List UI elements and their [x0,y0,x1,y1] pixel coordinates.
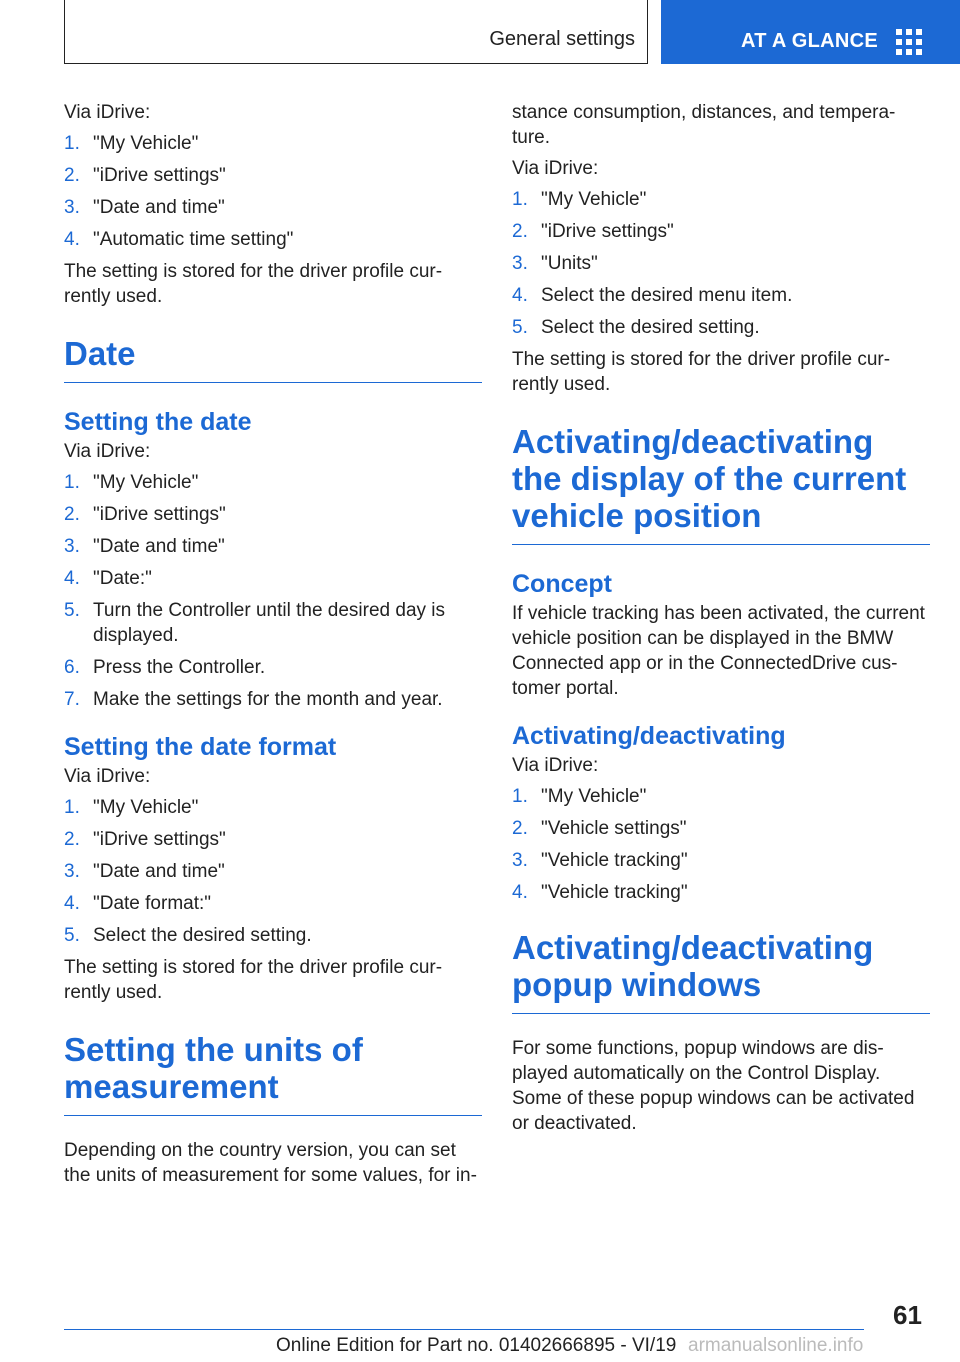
left-column [64,100,482,1188]
step-item [64,470,482,495]
via-idrive-label: Via iDrive: [64,766,151,787]
profile-note: The setting is stored for the driver profile cur‐ rently used. [64,957,443,1003]
step-number: 4. [64,229,80,250]
step-item [512,848,930,873]
step-item [512,880,930,905]
step-number: 3. [64,861,80,882]
via-idrive-label: Via iDrive: [512,158,599,179]
popup-text: For some functions, popup windows are dis‐ played automatically on the Control Display. Some of these popup windows can be activated or deactivated. [512,1038,915,1134]
step-number: 3. [64,536,80,557]
step-text: "My Vehicle" [93,797,199,818]
step-item [64,891,482,916]
section-title: General settings [489,28,635,50]
profile-note: The setting is stored for the driver profile cur‐ rently used. [512,349,891,395]
step-number: 5. [512,317,528,338]
section-heading-vehicle-position: Activating/deactivating the display of the current vehicle position [512,423,930,545]
subheading-activating: Activating/deactivating [512,722,786,750]
step-item [64,655,482,680]
step-text: "My Vehicle" [541,189,647,210]
step-text: "iDrive settings" [541,221,674,242]
step-number: 6. [64,657,80,678]
step-item [64,227,482,252]
step-number: 1. [64,133,80,154]
step-text: "Date and time" [93,536,225,557]
step-item [512,315,930,340]
step-text: "My Vehicle" [93,472,199,493]
subheading-setting-date: Setting the date [64,408,252,436]
step-list [512,784,930,905]
chapter-tab-label: AT A GLANCE [741,30,878,52]
step-item [512,784,930,809]
step-number: 7. [64,689,80,710]
step-item [64,195,482,220]
step-text: "Date and time" [93,861,225,882]
step-number: 4. [512,285,528,306]
step-text: Select the desired setting. [541,317,760,338]
step-number: 2. [64,504,80,525]
step-number: 2. [64,829,80,850]
section-heading-units: Setting the units of measurement [64,1031,482,1116]
subheading-concept: Concept [512,570,612,598]
step-list [64,131,482,252]
step-item [512,816,930,841]
step-number: 1. [512,786,528,807]
step-text: "My Vehicle" [541,786,647,807]
step-item [64,687,482,712]
step-item [64,566,482,591]
step-text: "iDrive settings" [93,165,226,186]
step-text: "iDrive settings" [93,504,226,525]
step-item [64,502,482,527]
step-number: 2. [64,165,80,186]
step-text: Press the Controller. [93,657,266,678]
step-item [64,598,482,648]
step-item [512,251,930,276]
step-number: 1. [64,472,80,493]
step-item [64,534,482,559]
step-number: 2. [512,818,528,839]
step-item [64,923,482,948]
step-number: 5. [64,600,80,621]
chapter-tab[interactable] [661,0,960,64]
step-text: "My Vehicle" [93,133,199,154]
step-text: Make the settings for the month and year. [93,689,443,710]
edition-text: Online Edition for Part no. 01402666895 - VI/19 [276,1335,677,1356]
step-item [512,187,930,212]
step-number: 3. [512,253,528,274]
section-heading-popup: Activating/deactivating popup windows [512,929,930,1014]
step-number: 1. [512,189,528,210]
step-item [512,219,930,244]
step-number: 4. [64,893,80,914]
watermark: armanualsonline.info [688,1335,864,1356]
step-number: 4. [512,882,528,903]
step-item [64,163,482,188]
step-text: "Date format:" [93,893,212,914]
page-number: 61 [893,1300,922,1330]
step-number: 4. [64,568,80,589]
grid-menu-icon [896,29,922,55]
units-intro-text: Depending on the country version, you can set the units of measurement for some values, for in‐ [64,1140,477,1186]
step-item [512,283,930,308]
step-list [512,187,930,340]
step-item [64,131,482,156]
concept-text: If vehicle tracking has been activated, the current vehicle position can be displayed in the BMW Connected app or in the ConnectedDrive cus‐ tomer portal. [512,603,925,699]
step-item [64,859,482,884]
right-column [512,100,930,1136]
step-text: "Vehicle tracking" [541,882,688,903]
footer-rule [64,1329,864,1330]
step-item [64,795,482,820]
step-text: "Date and time" [93,197,225,218]
profile-note: The setting is stored for the driver profile cur‐ rently used. [64,261,443,307]
step-number: 1. [64,797,80,818]
step-text: "Vehicle tracking" [541,850,688,871]
via-idrive-label: Via iDrive: [64,102,151,123]
step-text: "iDrive settings" [93,829,226,850]
step-list [64,470,482,712]
header-section-box [64,0,648,64]
via-idrive-label: Via iDrive: [64,441,151,462]
step-text: Turn the Controller until the desired day is displayed. [93,600,446,646]
step-list [64,795,482,948]
step-item [64,827,482,852]
step-number: 3. [64,197,80,218]
step-text: "Units" [541,253,598,274]
step-number: 2. [512,221,528,242]
units-intro-continued: stance consumption, distances, and tempera‐ ture. [512,102,896,148]
step-text: "Automatic time setting" [93,229,294,250]
via-idrive-label: Via iDrive: [512,755,599,776]
subheading-date-format: Setting the date format [64,733,337,761]
step-text: "Vehicle settings" [541,818,687,839]
step-text: Select the desired menu item. [541,285,793,306]
step-number: 3. [512,850,528,871]
step-text: "Date:" [93,568,152,589]
step-text: Select the desired setting. [93,925,312,946]
section-heading-date: Date [64,335,482,383]
step-number: 5. [64,925,80,946]
